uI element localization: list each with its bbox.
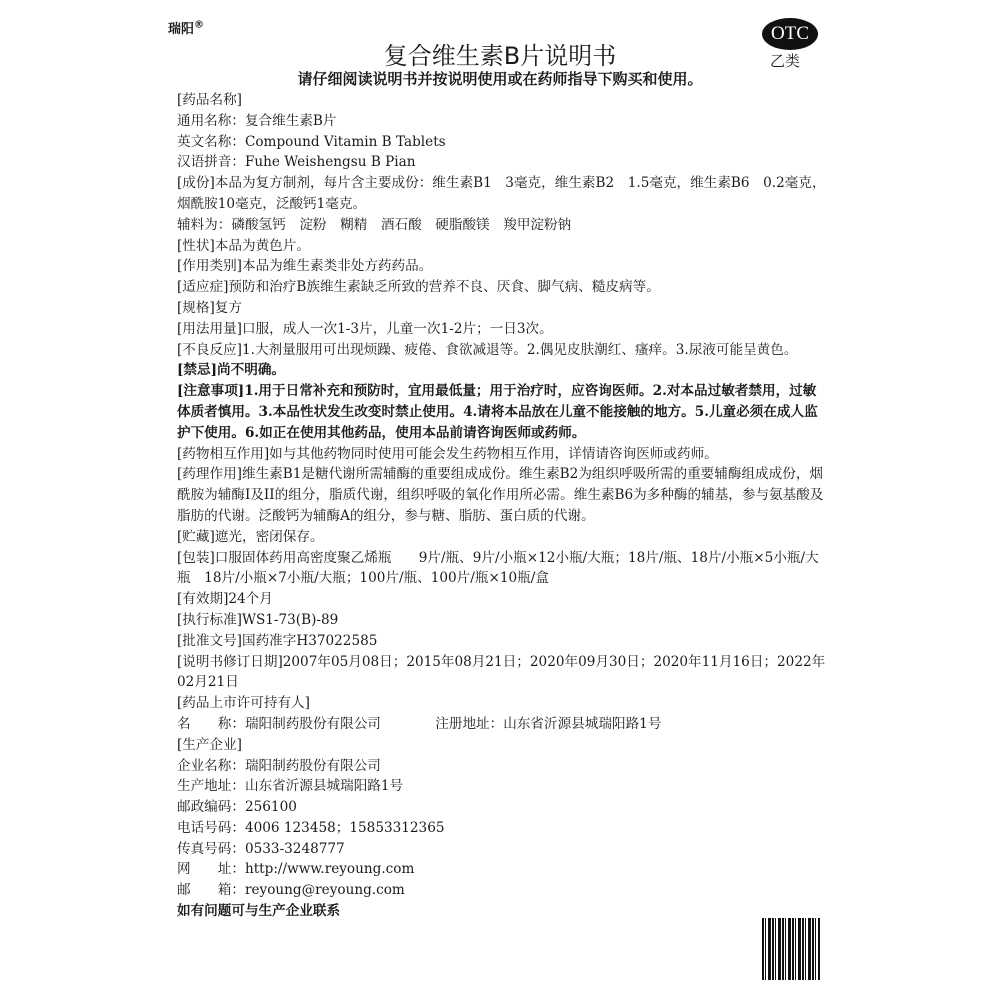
holder-info: 名 称：瑞阳制药股份有限公司 注册地址：山东省沂源县城瑞阳路1号 <box>177 715 662 732</box>
revision-dates: [说明书修订日期]2007年05月08日；2015年08月21日；2020年09月30日；2020年11月16日；2022年02月21日 <box>177 653 826 691</box>
website: 网 址：http://www.reyoung.com <box>177 861 415 878</box>
barcode <box>762 918 820 980</box>
composition: [成份]本品为复方制剂，每片含主要成份：维生素B1 3毫克，维生素B2 1.5毫克，维生素B6 0.2毫克，烟酰胺10毫克，泛酸钙1毫克。 <box>177 175 826 212</box>
specification: [规格]复方 <box>177 299 242 316</box>
description: [性状]本品为黄色片。 <box>177 237 310 254</box>
storage: [贮藏]遮光，密闭保存。 <box>177 528 324 545</box>
section-heading-name: [药品名称] <box>177 92 242 108</box>
fax: 传真号码：0533-3248777 <box>177 840 345 857</box>
indications: [适应症]预防和治疗B族维生素缺乏所致的营养不良、厌食、脚气病、糙皮病等。 <box>177 279 660 296</box>
phone: 电话号码：4006 123458；15853312365 <box>177 819 445 836</box>
leaflet-body <box>177 90 827 922</box>
usage-warning: 请仔细阅读说明书并按说明使用或在药师指导下购买和使用。 <box>297 70 703 88</box>
english-name: 英文名称：Compound Vitamin B Tablets <box>177 133 446 150</box>
postal-code: 邮政编码：256100 <box>177 799 297 816</box>
packaging: [包装]口服固体药用高密度聚乙烯瓶 9片/瓶、9片/小瓶×12小瓶/大瓶；18片/瓶、18片/小瓶×5小瓶/大瓶 18片/小瓶×7小瓶/大瓶；100片/瓶、100片/瓶×10瓶/盒 <box>177 549 819 587</box>
excipients: 辅料为：磷酸氢钙 淀粉 糊精 酒石酸 硬脂酸镁 羧甲淀粉钠 <box>177 216 572 233</box>
category: [作用类别]本品为维生素类非处方药药品。 <box>177 258 433 275</box>
otc-badge: OTC <box>762 18 818 50</box>
document-title: 复合维生素B片说明书 <box>383 42 617 70</box>
email: 邮 箱：reyoung@reyoung.com <box>177 882 405 899</box>
brand-logo: 瑞阳® <box>168 19 205 37</box>
otc-class-label: 乙类 <box>770 52 801 70</box>
expiry: [有效期]24个月 <box>177 591 273 608</box>
drug-interactions: [药物相互作用]如与其他药物同时使用可能会发生药物相互作用，详情请咨询医师或药师。 <box>177 445 718 462</box>
generic-name: 通用名称：复合维生素B片 <box>177 112 337 129</box>
manufacturer-address: 生产地址：山东省沂源县城瑞阳路1号 <box>177 778 404 795</box>
standard: [执行标准]WS1-73(B)-89 <box>177 611 339 628</box>
pinyin-name: 汉语拼音：Fuhe Weishengsu B Pian <box>177 154 416 171</box>
dosage: [用法用量]口服，成人一次1-3片，儿童一次1-2片；一日3次。 <box>177 320 553 337</box>
manufacturer-name: 企业名称：瑞阳制药股份有限公司 <box>177 757 381 774</box>
manufacturer-heading: [生产企业] <box>177 736 242 753</box>
approval-number: [批准文号]国药准字H37022585 <box>177 632 378 649</box>
contraindications: [禁忌]尚不明确。 <box>177 362 286 379</box>
contact-note: 如有问题可与生产企业联系 <box>177 903 341 920</box>
precautions: [注意事项]1.用于日常补充和预防时，宜用最低量；用于治疗时，应咨询医师。2.对本品过敏者禁用，过敏体质者慎用。3.本品性状发生改变时禁止使用。4.请将本品放在儿童不能接触的地方。5.儿童必须在成人监护下使用。6.如正在使用其他药品，使用本品前请咨询医师或药师。 <box>177 383 818 441</box>
adverse-reactions: [不良反应]1.大剂量服用可出现烦躁、疲倦、食欲减退等。2.偶见皮肤潮红、瘙痒。3.尿液可能呈黄色。 <box>177 341 798 358</box>
holder-heading: [药品上市许可持有人] <box>177 695 310 712</box>
pharmacology: [药理作用]维生素B1是糖代谢所需辅酶的重要组成成份。维生素B2为组织呼吸所需的重要辅酶组成成份，烟酰胺为辅酶I及II的组分，脂质代谢，组织呼吸的氧化作用所必需。维生素B6为多种酶的辅基，参与氨基酸及脂肪的代谢。泛酸钙为辅酶A的组分，参与糖、脂肪、蛋白质的代谢。 <box>177 466 824 524</box>
